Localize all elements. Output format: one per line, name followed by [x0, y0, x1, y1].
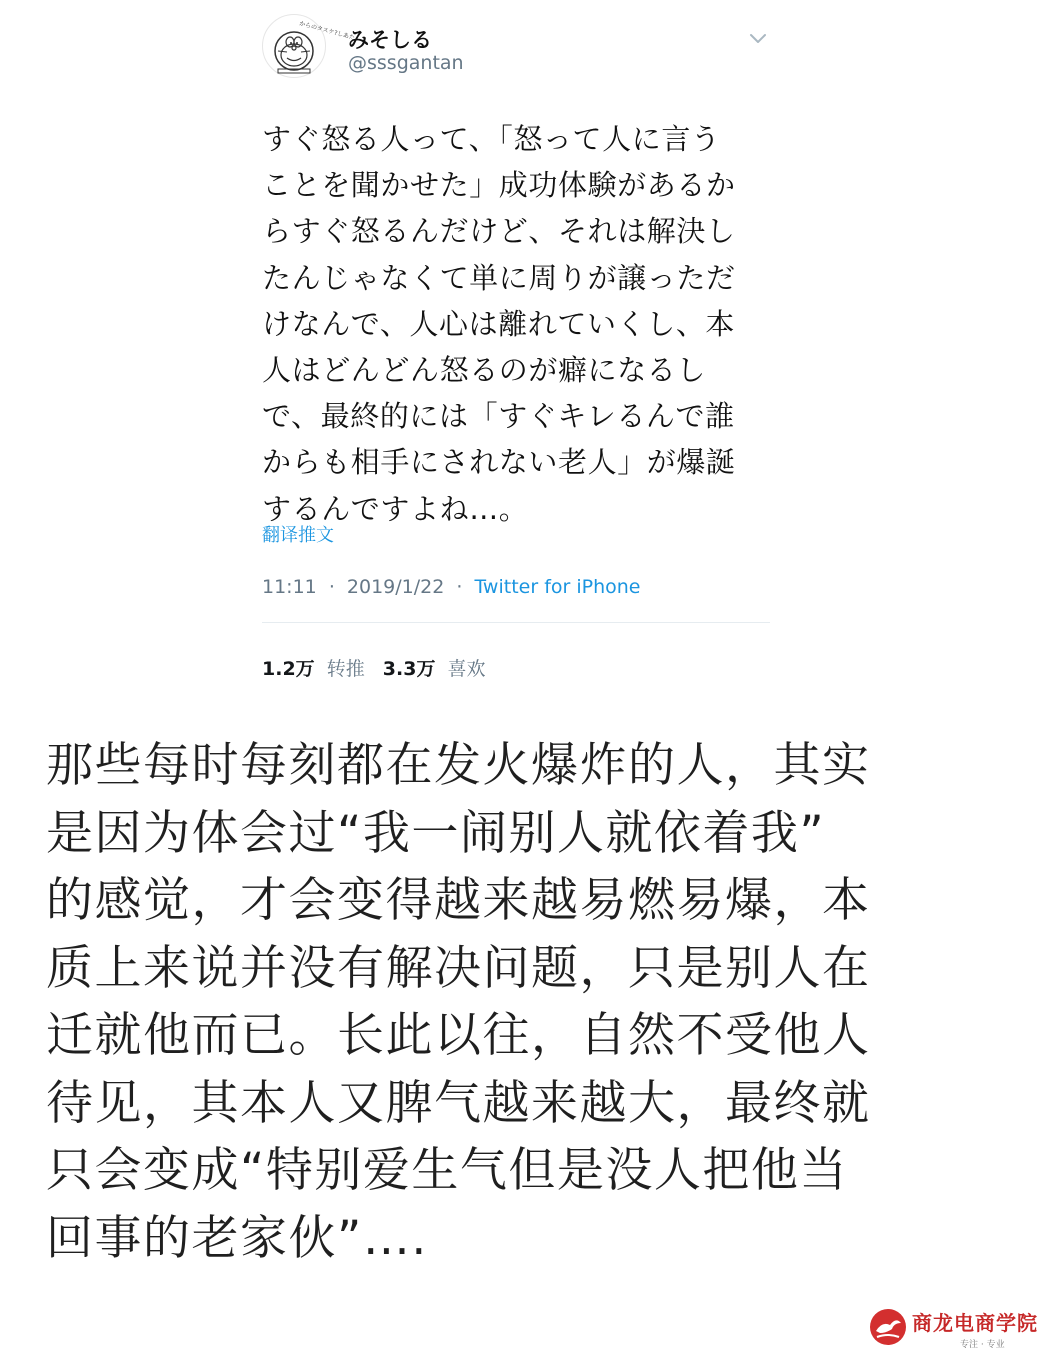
tweet-time[interactable]: 11:11 [262, 576, 317, 598]
watermark [868, 1307, 1038, 1351]
commentary-text: 那些每时每刻都在发火爆炸的人，其实 是因为体会过“我一闹别人就依着我” 的感觉，才会变得越来越易燃易爆，本 质上来说并没有解决问题，只是别人在 迁就他而已。长此以往，自然不受他人 待见，其本人又脾气越来越大，最终就 只会变成“特别爱生气但是没人把他当 回事的老家伙”…. [46, 738, 871, 1266]
retweet-label[interactable]: 转推 [326, 658, 365, 680]
display-name[interactable]: みそしる [348, 28, 432, 52]
tweet-text: すぐ怒る人って、「怒って人に言う ことを聞かせた」成功体験があるか らすぐ怒るんだけど、それは解決し たんじゃなくて単に周りが譲っただ けなんで、人心は離れていくし、本 人はどんどん怒るのが癖になるし で、最終的には「すぐキレるんで誰 からも相手にされない老人」が爆誕 するんですよね…。 [262, 122, 736, 526]
meta-separator: · [328, 576, 335, 598]
translate-tweet-link[interactable]: 翻译推文 [262, 525, 334, 546]
tweet-source-link[interactable]: Twitter for iPhone [474, 576, 641, 598]
divider [262, 622, 770, 623]
doraemon-doodle-icon [263, 15, 356, 77]
like-count[interactable]: 3.3万 [382, 658, 436, 680]
handle[interactable]: @sssgantan [348, 52, 464, 74]
avatar-doodle-text: からのタスケ?しあた [298, 20, 356, 42]
retweet-count[interactable]: 1.2万 [262, 658, 315, 680]
chevron-down-icon[interactable] [748, 30, 768, 46]
tweet-timestamp [262, 576, 641, 598]
brand-tagline: 专注 · 专业 [960, 1340, 1005, 1350]
brand-logo-icon [868, 1307, 908, 1347]
avatar[interactable] [262, 14, 356, 78]
tweet-stats [262, 654, 486, 681]
meta-separator: · [456, 576, 463, 598]
tweet-date[interactable]: 2019/1/22 [346, 576, 445, 598]
like-label[interactable]: 喜欢 [447, 658, 486, 680]
brand-name: 商龙电商学院 [912, 1311, 1038, 1335]
